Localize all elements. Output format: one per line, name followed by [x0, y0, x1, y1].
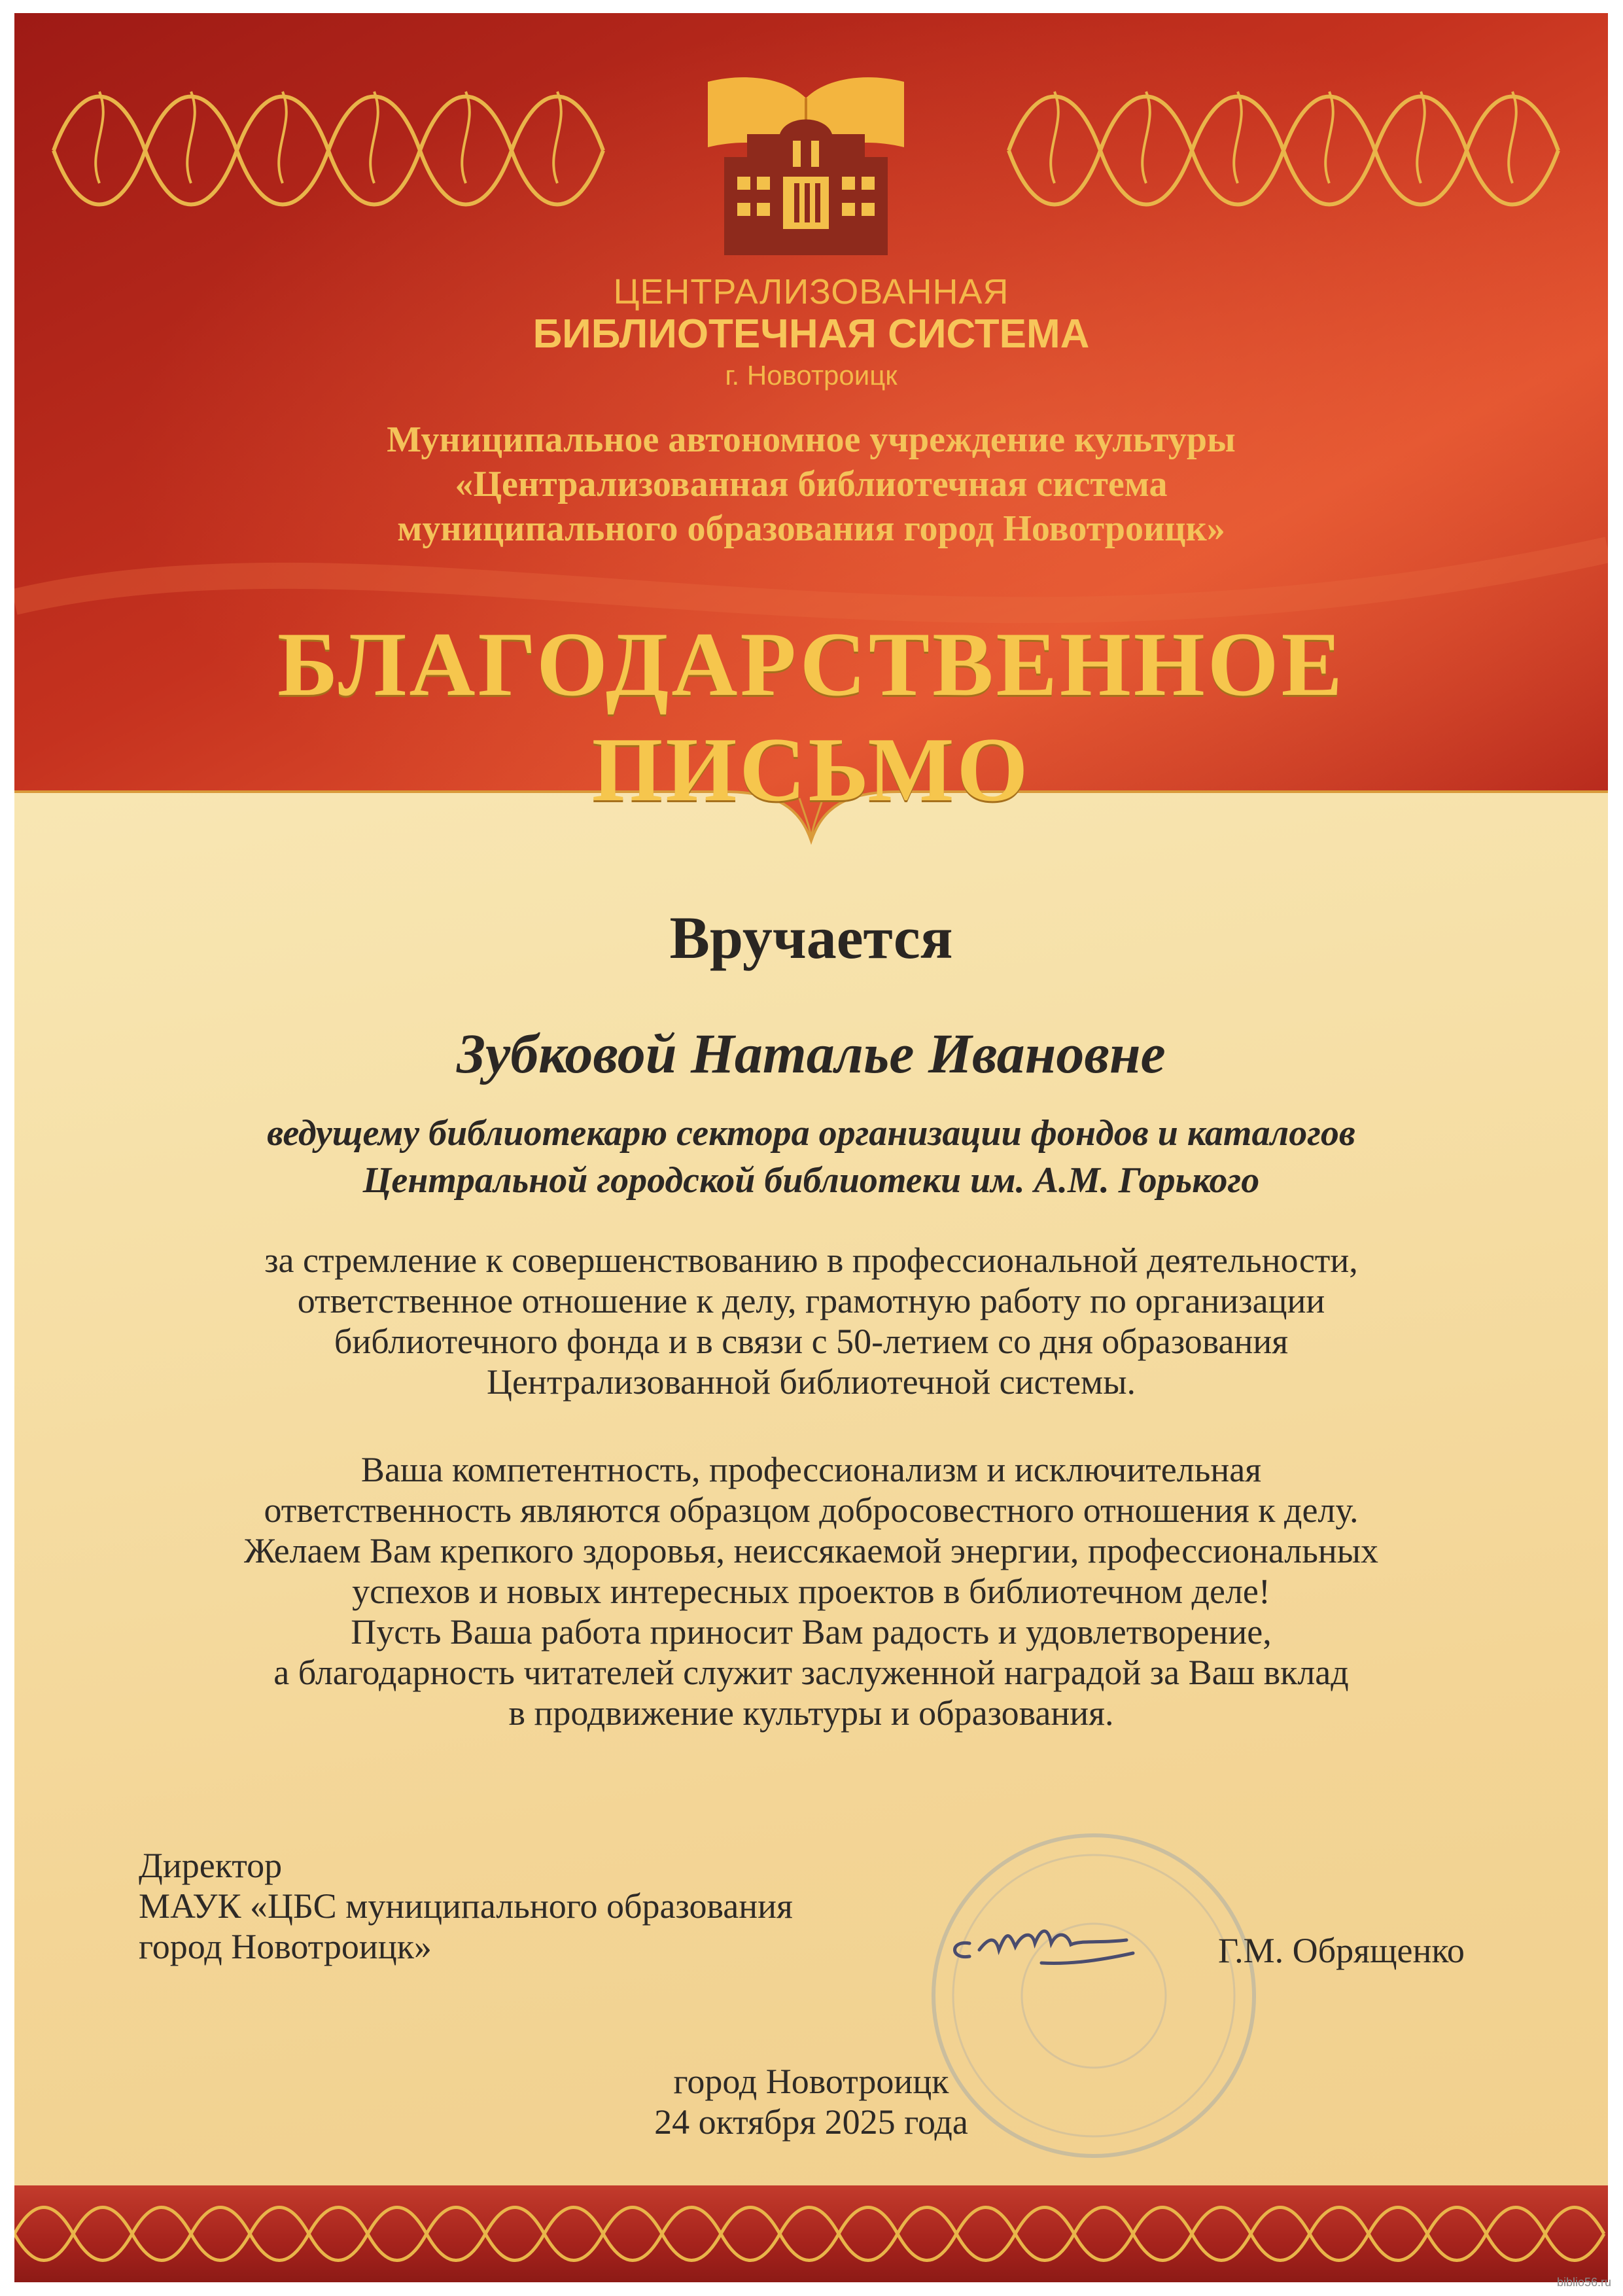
signer-role-line3: город Новотроицк» [139, 1927, 432, 1966]
place: город Новотроицк [673, 2062, 949, 2101]
recipient-position-line1: ведущему библиотекарю сектора организации фондов и каталогов [267, 1113, 1355, 1154]
certificate-title: БЛАГОДАРСТВЕННОЕ ПИСЬМО [277, 614, 1345, 821]
wishes-paragraph [113, 1449, 1510, 1733]
wishes-line: в продвижение культуры и образования. [508, 1693, 1114, 1733]
signer-role-line1: Директор [139, 1846, 283, 1885]
institution-line1: Муниципальное автономное учреждение культуры [387, 419, 1236, 460]
library-building-book-icon [701, 69, 911, 258]
source-watermark: biblio56.ru [1557, 2276, 1612, 2289]
handwritten-signature [943, 1904, 1159, 1976]
signature-block [139, 1845, 793, 1967]
red-footer-ornament-band [14, 2185, 1608, 2282]
institution-line2: «Централизованная библиотечная система [455, 464, 1168, 504]
wishes-line: успехов и новых интересных проектов в библиотечном деле! [352, 1572, 1270, 1611]
gold-lace-ornament-right [996, 65, 1597, 236]
institution-line3: муниципального образования город Новотроицк» [397, 508, 1225, 549]
wishes-line: Ваша компетентность, профессионализм и исключительная [360, 1450, 1262, 1489]
certificate-sheet [14, 13, 1608, 2282]
reason-line: ответственное отношение к делу, грамотную работу по организации [297, 1281, 1325, 1320]
logo-text-line2: БИБЛИОТЕЧНАЯ СИСТЕМА [532, 311, 1090, 357]
date: 24 октября 2025 года [654, 2102, 968, 2142]
recipient-position-line2: Центральной городской библиотеки им. А.М. Горького [362, 1160, 1260, 1201]
recipient-name: Зубковой Наталье Ивановне [457, 1022, 1166, 1085]
gold-lace-ornament-left [41, 65, 642, 236]
wishes-line: а благодарность читателей служит заслуженной наградой за Ваш вклад [273, 1653, 1349, 1692]
logo-text-line3: г. Новотроицк [725, 360, 898, 391]
reason-paragraph [113, 1240, 1510, 1402]
signer-name: Г.М. Обрященко [1218, 1931, 1465, 1970]
reason-line: за стремление к совершенствованию в профессиональной деятельности, [264, 1241, 1358, 1280]
wishes-line: Пусть Ваша работа приносит Вам радость и удовлетворение, [351, 1612, 1272, 1651]
logo-text-line1: ЦЕНТРАЛИЗОВАННАЯ [613, 272, 1009, 311]
signer-role-line2: МАУК «ЦБС муниципального образования [139, 1886, 793, 1926]
reason-line: Централизованной библиотечной системы. [486, 1362, 1136, 1402]
reason-line: библиотечного фонда и в связи с 50-летием со дня образования [334, 1322, 1289, 1361]
wishes-line: ответственность являются образцом добросовестного отношения к делу. [264, 1491, 1359, 1530]
awarded-label: Вручается [669, 904, 953, 971]
wishes-line: Желаем Вам крепкого здоровья, неиссякаемой энергии, профессиональных [243, 1531, 1379, 1570]
